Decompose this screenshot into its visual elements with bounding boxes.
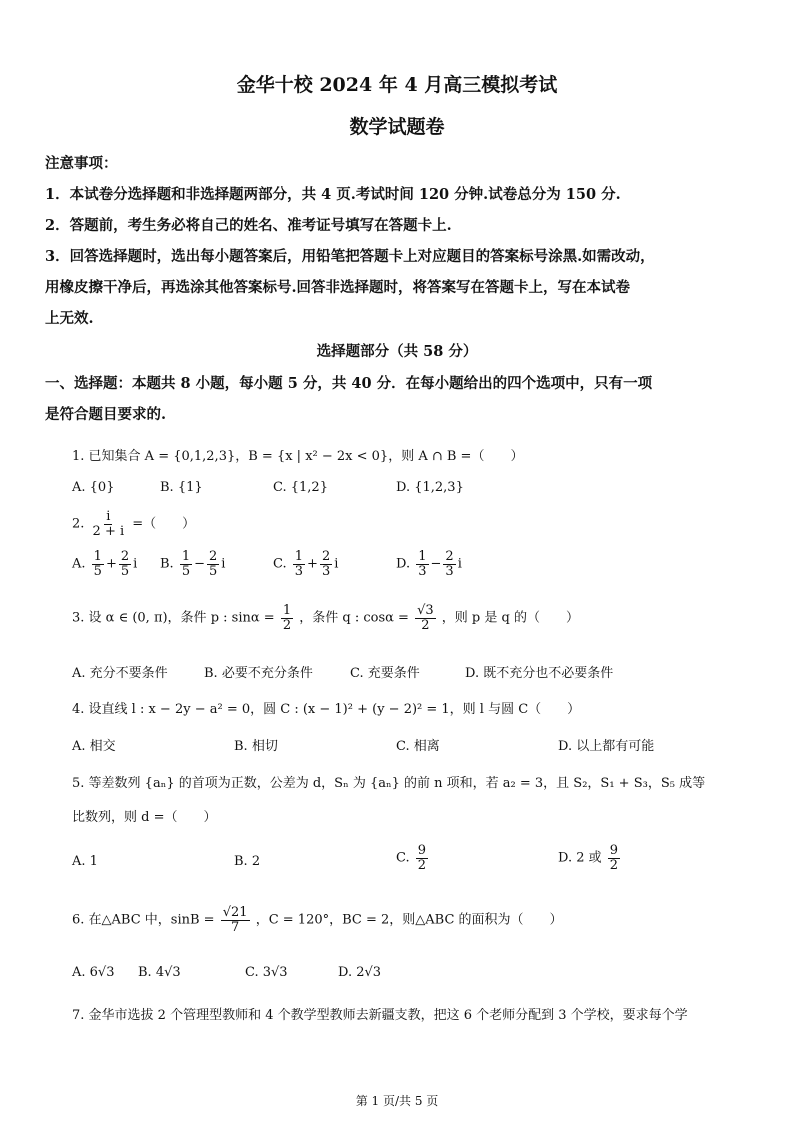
question-4-option-d: D. 以上都有可能 xyxy=(558,739,655,754)
denominator: 2 xyxy=(421,617,430,633)
fraction xyxy=(416,844,428,872)
imaginary-unit: i xyxy=(457,556,462,572)
question-5-option-c xyxy=(396,844,430,872)
notice-item-3-line-3: 上无效. xyxy=(45,310,94,327)
fraction xyxy=(415,604,436,632)
question-5-stem-line-1: 5. 等差数列 {aₙ} 的首项为正数，公差为 d，Sₙ 为 {aₙ} 的前 n 项和，若 a₂ = 3，且 S₂，S₁ + S₃，S₅ 成等 xyxy=(72,776,706,791)
fraction xyxy=(416,550,428,578)
fraction xyxy=(293,550,305,578)
denominator: 2 xyxy=(282,617,292,633)
section-intro-line-2: 是符合题目要求的. xyxy=(45,406,167,423)
notice-item-2: 2．答题前，考生务必将自己的姓名、准考证号填写在答题卡上. xyxy=(45,217,452,234)
fraction xyxy=(281,604,293,632)
question-2-prefix: 2. xyxy=(72,516,85,532)
numerator: 2 xyxy=(321,549,331,564)
stem-part: 3. 设 α ∈ (0, π)，条件 p : sinα = xyxy=(72,610,275,626)
fraction xyxy=(207,550,219,578)
question-6-option-b: B. 4√3 xyxy=(138,965,181,980)
stem-part: ，C = 120°，BC = 2，则△ABC 的面积为（ ） xyxy=(255,912,563,928)
question-4-stem: 4. 设直线 l : x − 2y − a² = 0，圆 C : (x − 1)² + (y − 2)² = 1，则 l 与圆 C（ ） xyxy=(72,702,581,717)
question-2-fraction xyxy=(91,510,127,538)
numerator: √3 xyxy=(417,603,434,618)
denominator: 5 xyxy=(209,563,218,579)
option-label: D. xyxy=(396,556,411,572)
section-intro-line-1: 一、选择题：本题共 8 小题，每小题 5 分，共 40 分．在每小题给出的四个选项中，只有一项 xyxy=(45,375,653,392)
numerator: 1 xyxy=(181,549,191,564)
question-1-stem: 1. 已知集合 A = {0,1,2,3}，B = {x | x² − 2x < 0}，则 A ∩ B =（ ） xyxy=(72,449,524,464)
exam-subtitle: 数学试题卷 xyxy=(349,116,445,138)
stem-part: 6. 在△ABC 中，sinB = xyxy=(72,912,215,928)
option-label: C. xyxy=(273,556,287,572)
operator: − xyxy=(430,556,442,572)
denominator: 3 xyxy=(321,563,331,579)
question-6-stem xyxy=(72,906,563,934)
page-number: 第 1 页/共 5 页 xyxy=(355,1094,439,1108)
stem-part: ，条件 q : cosα = xyxy=(299,610,409,626)
notice-item-3-line-1: 3．回答选择题时，选出每小题答案后，用铅笔把答题卡上对应题目的答案标号涂黑.如需改动， xyxy=(45,248,655,265)
question-1-option-a: A. {0} xyxy=(72,480,115,495)
option-label: A. xyxy=(72,556,86,572)
question-2-denominator: 2 + i xyxy=(92,523,125,539)
question-2-option-b xyxy=(160,550,225,578)
imaginary-unit: i xyxy=(334,556,339,572)
fraction xyxy=(119,550,131,578)
denominator: 5 xyxy=(93,563,102,579)
denominator: 5 xyxy=(181,563,191,579)
denominator: 2 xyxy=(417,857,427,873)
numerator: 1 xyxy=(294,549,304,564)
question-5-option-a: A. 1 xyxy=(72,854,98,869)
question-4-option-c: C. 相离 xyxy=(396,739,440,754)
question-6-option-c: C. 3√3 xyxy=(245,965,288,980)
imaginary-unit: i xyxy=(133,556,138,572)
notice-heading: 注意事项： xyxy=(45,155,118,172)
numerator: 1 xyxy=(282,603,292,618)
question-1-option-b: B. {1} xyxy=(160,480,203,495)
question-2-option-a xyxy=(72,550,137,578)
exam-title: 金华十校 2024 年 4 月高三模拟考试 xyxy=(236,74,558,96)
question-1-option-c: C. {1,2} xyxy=(273,480,328,495)
question-2-suffix: =（ ） xyxy=(132,516,196,532)
question-5-option-d xyxy=(558,844,622,872)
stem-part: ，则 p 是 q 的（ ） xyxy=(441,610,579,626)
numerator: 1 xyxy=(93,549,102,564)
question-7-stem-line-1: 7. 金华市选拔 2 个管理型教师和 4 个教学型教师去新疆支教，把这 6 个老师分配到 3 个学校，要求每个学 xyxy=(72,1008,688,1023)
question-3-option-d: D. 既不充分也不必要条件 xyxy=(465,666,614,681)
question-2-option-d xyxy=(396,550,462,578)
fraction xyxy=(180,550,192,578)
operator: + xyxy=(105,556,117,572)
fraction xyxy=(221,906,250,934)
option-label: D. 2 或 xyxy=(558,850,602,866)
numerator: 9 xyxy=(417,843,427,858)
fraction xyxy=(443,550,455,578)
denominator: 7 xyxy=(230,919,240,935)
question-3-option-c: C. 充要条件 xyxy=(350,666,420,681)
question-3-option-a: A. 充分不要条件 xyxy=(72,666,168,681)
question-3-stem xyxy=(72,604,579,632)
operator: − xyxy=(194,556,206,572)
fraction xyxy=(92,550,104,578)
denominator: 3 xyxy=(445,563,454,579)
question-2-numerator: i xyxy=(106,509,111,524)
question-4-option-a: A. 相交 xyxy=(72,739,116,754)
question-2-stem xyxy=(72,510,195,538)
numerator: √21 xyxy=(222,905,248,920)
question-6-option-a: A. 6√3 xyxy=(72,965,115,980)
numerator: 2 xyxy=(120,549,130,564)
question-5-stem-line-2: 比数列，则 d =（ ） xyxy=(72,810,217,825)
question-2-option-c xyxy=(273,550,338,578)
option-label: C. xyxy=(396,850,410,866)
option-label: B. xyxy=(160,556,174,572)
imaginary-unit: i xyxy=(221,556,226,572)
question-1-option-d: D. {1,2,3} xyxy=(396,480,464,495)
denominator: 3 xyxy=(418,563,427,579)
denominator: 2 xyxy=(609,857,619,873)
numerator: 9 xyxy=(609,843,619,858)
fraction xyxy=(608,844,620,872)
notice-item-3-line-2: 用橡皮擦干净后，再选涂其他答案标号.回答非选择题时，将答案写在答题卡上，写在本试卷 xyxy=(45,279,631,296)
numerator: 2 xyxy=(209,549,218,564)
denominator: 5 xyxy=(120,563,130,579)
question-4-option-b: B. 相切 xyxy=(234,739,278,754)
notice-item-1: 1．本试卷分选择题和非选择题两部分，共 4 页.考试时间 120 分钟.试卷总分为 150 分. xyxy=(45,186,621,203)
denominator: 3 xyxy=(294,563,304,579)
fraction xyxy=(320,550,332,578)
operator: + xyxy=(307,556,318,572)
numerator: 2 xyxy=(445,549,454,564)
numerator: 1 xyxy=(418,549,427,564)
question-5-option-b: B. 2 xyxy=(234,854,261,869)
section-title: 选择题部分（共 58 分） xyxy=(316,343,478,360)
question-3-option-b: B. 必要不充分条件 xyxy=(204,666,313,681)
question-6-option-d: D. 2√3 xyxy=(338,965,382,980)
